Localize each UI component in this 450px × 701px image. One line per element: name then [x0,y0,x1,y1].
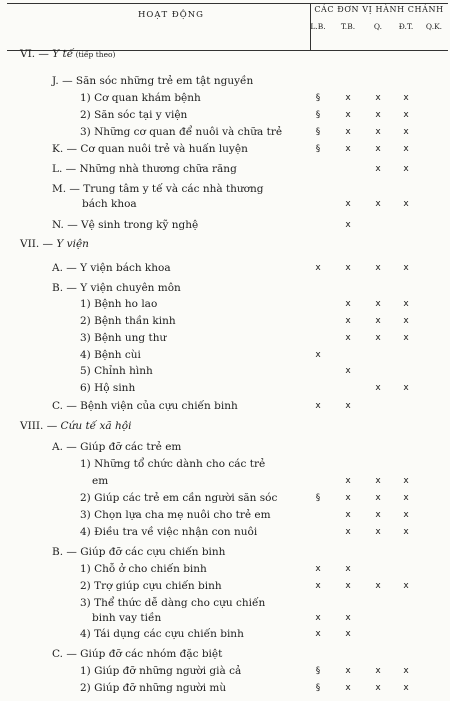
x-mark: x [315,629,321,639]
activity-label: 6) Hộ sinh [80,382,136,394]
x-mark: x [375,383,381,393]
x-mark: x [375,263,381,273]
x-mark: x [403,333,409,343]
activity-row [80,682,226,695]
activity-row [80,332,166,345]
x-mark: x [375,333,381,343]
x-mark: x [345,263,351,273]
section-heading [20,48,115,61]
activity-label: B. — Giúp đỡ các cựu chiến binh [52,546,226,558]
x-mark: x [345,581,351,591]
activity-row [80,580,222,593]
x-mark: x [375,299,381,309]
activity-row [80,349,141,362]
activity-label: binh vay tiền [92,612,162,624]
x-mark: x [315,263,321,273]
x-mark: x [375,683,381,693]
x-mark: x [345,144,351,154]
x-mark: x [375,527,381,537]
x-mark: x [345,316,351,326]
activity-label: 4) Điều tra về việc nhận con nuôi [80,526,258,538]
x-mark: x [345,110,351,120]
activity-row [52,282,181,295]
section-number: VI. — [20,48,53,60]
activity-row [80,526,257,539]
activity-label: K. — Cơ quan nuôi trẻ và huấn luyện [52,143,248,155]
activity-row [80,382,135,395]
activity-label: C. — Giúp đỡ các nhóm đặc biệt [52,648,223,660]
activity-row [92,475,108,488]
x-mark: x [403,527,409,537]
x-mark: x [345,613,351,623]
activity-row [80,597,265,610]
activity-row [52,219,198,232]
x-mark: x [403,93,409,103]
activity-label: 2) Giúp các trẻ em cần người săn sóc [80,492,278,504]
x-mark: x [403,581,409,591]
activity-row [52,400,238,413]
activity-label: em [92,475,109,487]
activity-row [80,109,187,122]
activity-label: 4) Bệnh cùi [80,349,141,361]
x-mark: x [345,510,351,520]
x-mark: x [345,564,351,574]
x-mark: x [403,510,409,520]
activity-label: 3) Chọn lựa cha mẹ nuôi cho trẻ em [80,509,271,521]
x-mark: x [403,199,409,209]
x-mark: x [315,350,321,360]
section-mark: § [315,110,321,120]
x-mark: x [403,164,409,174]
x-mark: x [375,110,381,120]
activity-row [82,198,137,211]
activity-label: M. — Trung tâm y tế và các nhà thương [52,183,264,195]
x-mark: x [345,127,351,137]
section-note: (tiếp theo) [73,50,116,59]
x-mark: x [375,510,381,520]
x-mark: x [375,144,381,154]
activity-row [52,648,222,661]
x-mark: x [315,401,321,411]
header-activity: HOẠT ĐỘNG [138,10,204,20]
x-mark: x [403,127,409,137]
x-mark: x [375,476,381,486]
activity-label: 1) Giúp đỡ những người già cả [80,665,242,677]
x-mark: x [345,629,351,639]
x-mark: x [315,613,321,623]
x-mark: x [403,683,409,693]
x-mark: x [345,299,351,309]
x-mark: x [403,666,409,676]
x-mark: x [345,683,351,693]
x-mark: x [403,110,409,120]
x-mark: x [345,476,351,486]
x-mark: x [375,127,381,137]
activity-label: A. — Giúp đỡ các trẻ em [52,441,182,453]
column-header-1: T.B. [340,22,356,31]
activity-row [52,441,181,454]
x-mark: x [375,666,381,676]
activity-label: N. — Vệ sinh trong kỹ nghệ [52,219,199,231]
activity-row [80,492,277,505]
section-title: Y viện [56,238,89,250]
activity-label: 2) Bệnh thần kinh [80,315,176,327]
activity-row [52,143,248,156]
x-mark: x [375,493,381,503]
activity-row [52,75,253,88]
activity-label: B. — Y viện chuyên môn [52,282,181,294]
activity-row [52,262,171,275]
section-title: Cứu tế xã hội [60,420,132,432]
activity-label: 1) Bệnh ho lao [80,298,158,310]
section-heading [20,420,131,433]
activity-label: 1) Những tổ chức dành cho các trẻ [80,458,266,470]
x-mark: x [403,299,409,309]
x-mark: x [315,581,321,591]
activity-label: 3) Bệnh ung thư [80,332,167,344]
section-mark: § [315,144,321,154]
section-mark: § [315,666,321,676]
x-mark: x [345,199,351,209]
activity-label: 2) Săn sóc tại y viện [80,109,188,121]
column-header-3: Đ.T. [398,22,414,31]
x-mark: x [403,316,409,326]
column-header-2: Q. [373,22,383,31]
section-mark: § [315,93,321,103]
activity-row [80,458,265,471]
activity-label: 1) Chỗ ở cho chiến binh [80,563,207,575]
column-header-0: L.B. [310,22,326,31]
activity-label: 3) Những cơ quan để nuôi và chữa trẻ [80,126,283,138]
activity-label: bách khoa [82,198,137,210]
section-number: VII. — [20,238,57,250]
x-mark: x [375,93,381,103]
activity-label: 5) Chỉnh hình [80,365,153,377]
x-mark: x [345,527,351,537]
activity-label: 1) Cơ quan khám bệnh [80,92,201,104]
activity-row [80,509,271,522]
column-header-4: Q.K. [425,22,443,31]
x-mark: x [345,401,351,411]
x-mark: x [403,263,409,273]
x-mark: x [345,333,351,343]
activity-label: J. — Săn sóc những trẻ em tật nguyền [52,75,254,87]
activity-row [80,628,244,641]
section-mark: § [315,683,321,693]
x-mark: x [375,316,381,326]
section-heading [20,238,89,251]
x-mark: x [403,383,409,393]
x-mark: x [403,144,409,154]
x-mark: x [345,93,351,103]
activity-row [80,92,201,105]
activity-row [52,183,264,196]
activity-row [80,665,241,678]
activity-label: C. — Bệnh viện của cựu chiến binh [52,400,238,412]
header-top-rule [7,3,448,4]
activity-label: L. — Những nhà thương chữa răng [52,163,237,175]
x-mark: x [345,493,351,503]
x-mark: x [345,366,351,376]
x-mark: x [375,581,381,591]
activity-row [52,163,237,176]
activity-label: 2) Giúp đỡ những người mù [80,682,227,694]
section-mark: § [315,127,321,137]
activity-row [80,365,153,378]
header-units: CÁC ĐƠN VỊ HÀNH CHÁNH [314,5,444,14]
activity-row [80,315,176,328]
section-mark: § [315,493,321,503]
x-mark: x [403,493,409,503]
activity-row [52,546,225,559]
activity-label: 3) Thể thức dễ dàng cho cựu chiến [80,597,266,609]
x-mark: x [315,564,321,574]
x-mark: x [345,666,351,676]
activity-label: 4) Tái dụng các cựu chiến binh [80,628,244,640]
activity-row [80,563,207,576]
x-mark: x [403,476,409,486]
section-title: Y tế [52,48,74,60]
x-mark: x [375,164,381,174]
activity-row [80,126,282,139]
section-number: VIII. — [20,420,61,432]
x-mark: x [375,199,381,209]
x-mark: x [345,220,351,230]
activity-row [80,298,157,311]
activity-label: A. — Y viện bách khoa [52,262,171,274]
activity-label: 2) Trợ giúp cựu chiến binh [80,580,222,592]
activity-row [92,612,161,625]
